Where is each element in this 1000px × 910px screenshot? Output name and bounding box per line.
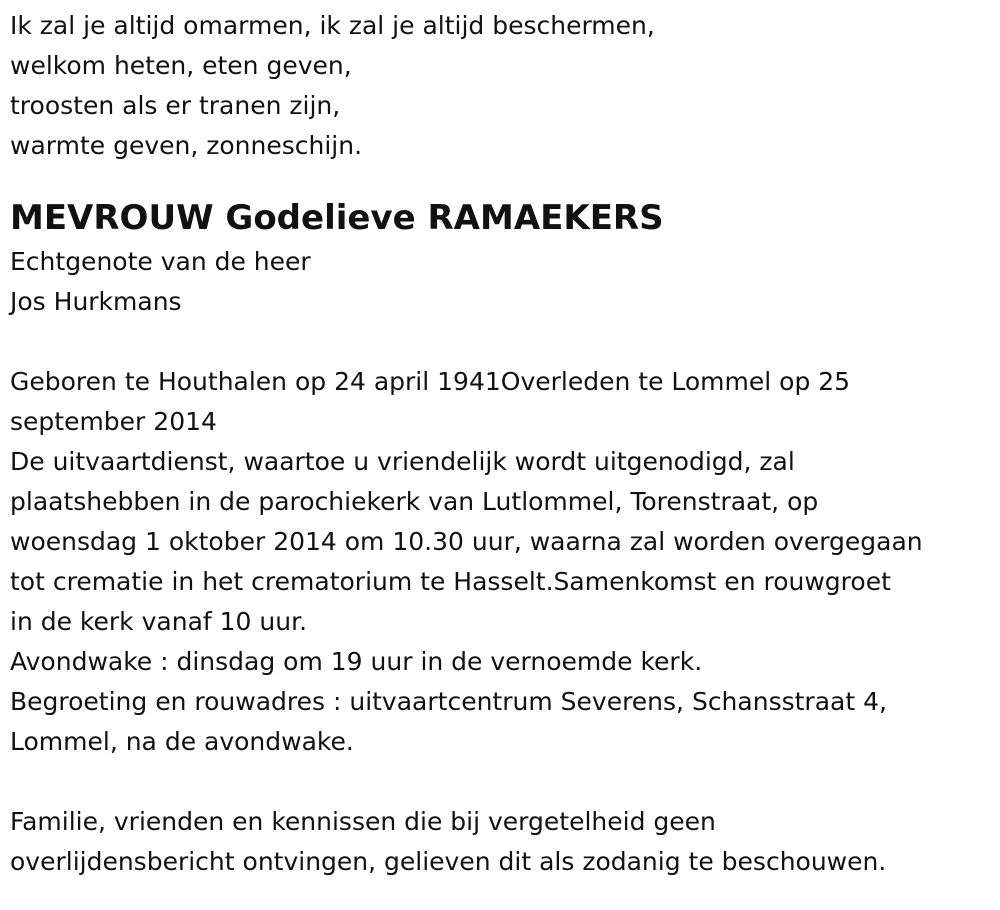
details-line: in de kerk vanaf 10 uur. <box>10 607 308 636</box>
details-line: Avondwake : dinsdag om 19 uur in de vernoemde kerk. <box>10 647 703 676</box>
poem-line: welkom heten, eten geven, <box>10 51 352 80</box>
deceased-name: MEVROUW Godelieve RAMAEKERS <box>10 198 664 238</box>
spacer <box>10 762 985 802</box>
spacer <box>10 322 985 362</box>
details-line: tot crematie in het crematorium te Hasselt.Samenkomst en rouwgroet <box>10 567 891 596</box>
details-line: Geboren te Houthalen op 24 april 1941Overleden te Lommel op 25 <box>10 367 851 396</box>
poem-line: warmte geven, zonneschijn. <box>10 131 363 160</box>
poem-line: Ik zal je altijd omarmen, ik zal je altijd beschermen, <box>10 11 655 40</box>
details-line: september 2014 <box>10 407 217 436</box>
details-block <box>10 362 985 762</box>
spouse-line: Jos Hurkmans <box>10 287 182 316</box>
details-line: Lommel, na de avondwake. <box>10 727 354 756</box>
spouse-line: Echtgenote van de heer <box>10 247 311 276</box>
details-line: plaatshebben in de parochiekerk van Lutlommel, Torenstraat, op <box>10 487 819 516</box>
closing-block <box>10 802 985 882</box>
details-line: Begroeting en rouwadres : uitvaartcentrum Severens, Schansstraat 4, <box>10 687 887 716</box>
spouse-block <box>10 242 985 322</box>
details-line: De uitvaartdienst, waartoe u vriendelijk wordt uitgenodigd, zal <box>10 447 795 476</box>
obituary-document <box>10 6 985 882</box>
poem <box>10 6 985 166</box>
closing-line: overlijdensbericht ontvingen, gelieven dit als zodanig te beschouwen. <box>10 847 887 876</box>
closing-line: Familie, vrienden en kennissen die bij vergetelheid geen <box>10 807 716 836</box>
details-line: woensdag 1 oktober 2014 om 10.30 uur, waarna zal worden overgegaan <box>10 527 923 556</box>
poem-line: troosten als er tranen zijn, <box>10 91 341 120</box>
